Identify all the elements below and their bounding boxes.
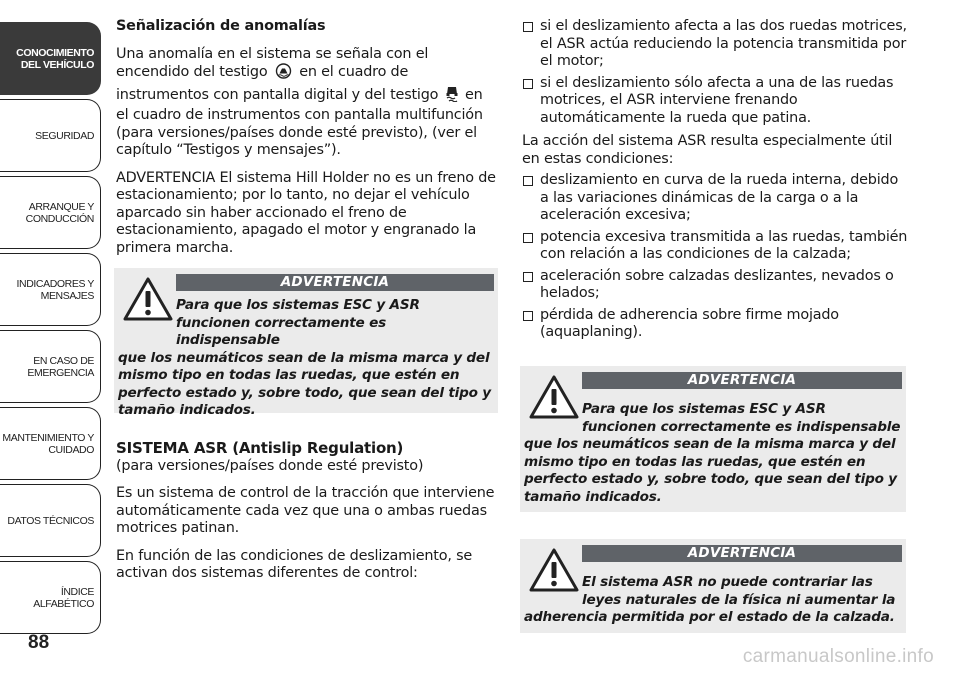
tab-datos-tecnicos[interactable]: [0, 484, 101, 557]
useful-conditions-intro: La acción del sistema ASR resulta especialmente útil en estas condiciones:: [522, 133, 893, 167]
warning-text-first: Para que los sistemas ESC y ASR funcionen correctamente es indispensable: [176, 297, 420, 348]
tab-conocimiento-del-vehiculo[interactable]: [0, 22, 101, 95]
tab-label: SEGURIDAD: [35, 129, 94, 142]
checkbox-bullet-icon: [523, 311, 533, 321]
list-item: [522, 307, 908, 342]
list-item: [522, 172, 908, 225]
list-item: [522, 18, 908, 71]
anomaly-text-a: Una anomalía en el sistema se señala con el encendido del testigo: [116, 45, 429, 80]
warning-text-rest: adherencia permitida por el estado de la calzada.: [524, 609, 895, 625]
useful-conditions-list: [522, 172, 908, 342]
warning-text-first: Para que los sistemas ESC y ASR funcionen correctamente es indispensable: [582, 401, 901, 435]
list-item: [522, 268, 908, 303]
warning-text-first: El sistema ASR no puede contrariar las leyes naturales de la física ni aumentar la: [582, 574, 896, 608]
list-item-text: deslizamiento en curva de la rueda interna, debido a las variaciones dinámicas de la carga o a la aceleración excesiva;: [540, 172, 899, 223]
warning-text: [524, 401, 902, 506]
warning-title-bar: ADVERTENCIA: [582, 545, 902, 562]
left-column: [116, 18, 496, 267]
chapter-tabs: [0, 22, 101, 638]
list-item-text: potencia excesiva transmitida a las ruedas, también con relación a las condiciones de la calzada;: [540, 228, 908, 262]
tab-label: ÍNDICE ALFABÉTICO: [33, 585, 94, 610]
warning-title-bar: ADVERTENCIA: [582, 372, 902, 389]
esc-warning-lamp-icon: [274, 63, 293, 85]
warning-box-tires-left: [114, 268, 498, 418]
hill-holder-paragraph: ADVERTENCIA El sistema Hill Holder no es un freno de estacionamiento; por lo tanto, no dejar el vehículo aparcado sin haber accionado el freno de estacionamiento, apagado el motor y engranado la primera marcha.: [116, 169, 496, 256]
tab-mantenimiento-y-cuidado[interactable]: [0, 407, 101, 480]
page-number: 88: [28, 632, 50, 653]
asr-section: [116, 440, 496, 593]
warning-text: [118, 297, 494, 420]
list-item-text: si el deslizamiento afecta a las dos ruedas motrices, el ASR actúa reduciendo la potencia transmitida por el motor;: [540, 18, 907, 69]
tab-seguridad[interactable]: [0, 99, 101, 172]
asr-subheading: (para versiones/países donde esté previsto): [116, 457, 424, 474]
checkbox-bullet-icon: [523, 79, 533, 89]
tab-label: EN CASO DE EMERGENCIA: [27, 354, 94, 379]
tab-indicadores-y-mensajes[interactable]: [0, 253, 101, 326]
checkbox-bullet-icon: [523, 22, 533, 32]
warning-text: [524, 574, 902, 627]
right-column: [522, 18, 908, 346]
checkbox-bullet-icon: [523, 272, 533, 282]
watermark: carmanualsonline.info: [742, 646, 934, 667]
tab-label: CONOCIMIENTO DEL VEHÍCULO: [16, 46, 94, 71]
tab-label: ARRANQUE Y CONDUCCIÓN: [25, 200, 94, 225]
tab-label: DATOS TÉCNICOS: [7, 514, 94, 527]
asr-paragraph-1: Es un sistema de control de la tracción que interviene automáticamente cada vez que una o ambas ruedas motrices patinan.: [116, 485, 495, 536]
list-item-text: si el deslizamiento sólo afecta a una de las ruedas motrices, el ASR interviene frenando automáticamente la rueda que patina.: [540, 74, 894, 126]
list-item-text: pérdida de adherencia sobre firme mojado (aquaplaning).: [540, 306, 839, 340]
anomaly-heading: Señalización de anomalías: [116, 18, 326, 34]
warning-text-rest: que los neumáticos sean de la misma marca y del mismo tipo en todas las ruedas, que estén en perfecto estado y, sobre todo, que sean del tipo y tamaño indicados.: [524, 436, 897, 505]
warning-text-rest: que los neumáticos sean de la misma marca y del mismo tipo en todas las ruedas, que estén en perfecto estado y, sobre todo, que sean del tipo y tamaño indicados.: [118, 349, 491, 418]
asr-heading: SISTEMA ASR (Antislip Regulation): [116, 439, 404, 457]
anomaly-paragraph: [116, 46, 496, 160]
tab-arranque-y-conduccion[interactable]: [0, 176, 101, 249]
slip-control-list: [522, 18, 908, 127]
list-item: [522, 75, 908, 128]
anomaly-text-c: en el cuadro de instrumentos con pantalla multifunción (para versiones/países donde esté previsto), (ver el capítulo “Testigos y mensajes”).: [116, 86, 483, 158]
tab-label: INDICADORES Y MENSAJES: [16, 277, 94, 302]
warning-box-tires-right: [520, 366, 906, 512]
tab-en-caso-de-emergencia[interactable]: [0, 330, 101, 403]
checkbox-bullet-icon: [523, 176, 533, 186]
asr-paragraph-2: En función de las condiciones de deslizamiento, se activan dos sistemas diferentes de control:: [116, 547, 473, 581]
tab-indice-alfabetico[interactable]: [0, 561, 101, 634]
list-item: [522, 229, 908, 264]
checkbox-bullet-icon: [523, 233, 533, 243]
skidding-car-icon: [445, 85, 459, 108]
anomaly-text-b: en el cuadro de instrumentos con pantalla digital y del testigo: [116, 64, 439, 103]
warning-box-physics: [520, 539, 906, 633]
list-item-text: aceleración sobre calzadas deslizantes, nevados o helados;: [540, 267, 894, 301]
tab-label: MANTENIMIENTO Y CUIDADO: [2, 431, 94, 456]
warning-title-bar: ADVERTENCIA: [176, 274, 494, 291]
